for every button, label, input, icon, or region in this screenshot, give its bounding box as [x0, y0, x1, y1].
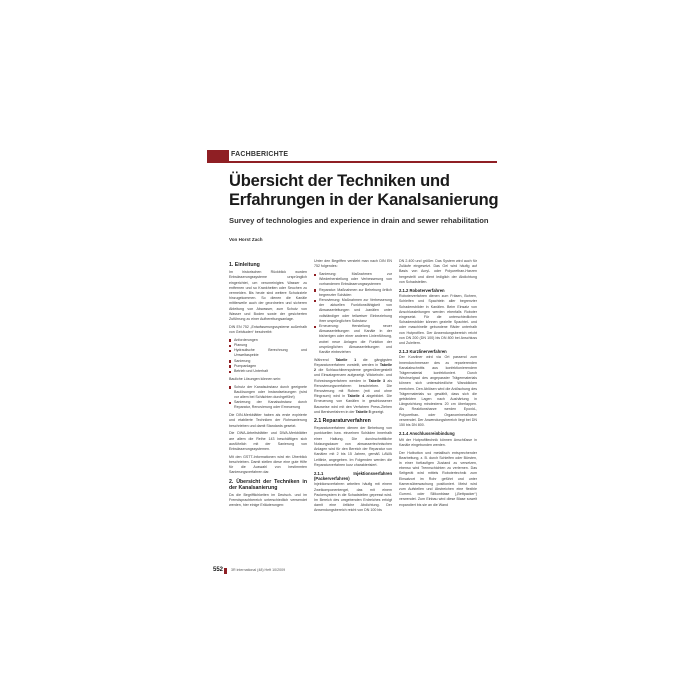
table-ref: Tabelle 4 — [347, 394, 365, 399]
list-item: Hydraulische Berechnung und Umweltaspekte — [229, 348, 307, 358]
heading-repair: 2.1 Reparaturverfahren — [314, 418, 371, 425]
list-item: Sanierung der Kanalsubstanz durch Reparatur, Renovierung oder Erneuerung — [229, 400, 307, 410]
paragraph: Unter den Begriffen versteht man nach DIN EN 752 folgendes: — [314, 259, 392, 269]
page-number: 552 — [213, 567, 224, 573]
bullet-list — [229, 385, 307, 411]
table-ref: Tabelle 3 — [368, 378, 386, 383]
paragraph: DIN EN 752 „Entwässerungssysteme außerhalb von Gebäuden“ beschreibt: — [229, 324, 307, 335]
definition-list — [314, 272, 392, 355]
heading-overview: 2. Übersicht der Techniken in der Kanalsanierung — [229, 478, 307, 491]
table-ref: Tabelle 2 — [314, 363, 392, 373]
list-item: Planung — [229, 343, 307, 348]
list-item: Erneuerung: Herstellung neuer Abwasserleitungen und Kanäle in der bisherigen oder einer anderen Linienführung, wobei neue Anlagen die Funktion der ursprünglichen Abwasserleitungen und Kanäle einbeziehen — [314, 324, 392, 355]
paragraph: Der Kurzliner wird via Ort passend zum Innendurchmesser des zu reparierenden Kanalabschnitts aus konfektionierendem Trägermaterial konfektioniert. Durch Wechselgrad des angepasster Trägermaterials können sich unterschiedliche Wanddicken erreichen. Den Ablösen wird die Anlöschung des Trägermaterials so gewählt, dass sich die getränkten Lagen nach Aushärtung in Längsrichtung mindestens 20 cm überlappen. Als Reaktionsharze werden Epoxid-, Polyurethan- oder Organomineralharze verwendet. Der Anwendungsbereich liegt bei DN 150 bis DN 800. — [399, 355, 477, 428]
paragraph: Reparaturverfahren dienen der Behebung von punktuellen bzw. einzelnen Schäden innerhalb einer Haltung. Die durchschnittliche Nutzungsdauer von abwassertechnischen Anlagen wird für den Bereich der Reparatur von Kanälen mit 2 bis 15 Jahren, gemäß LAWA Leitlinie, angegeben. Im Folgenden werden die Reparaturverfahren kurz charakterisiert. — [314, 426, 392, 467]
table-ref: Tabelle 1 — [335, 357, 357, 362]
heading-shortliner: 2.1.3 Kurzlinerverfahren — [399, 349, 447, 355]
column-2 — [314, 259, 392, 516]
body-columns — [229, 259, 481, 571]
list-item: Renovierung: Maßnahmen zur Verbesserung der aktuellen Funktionsfähigkeit von Abwasserleitungen und -kanälen unter vollständiger oder teilweiser Einbeziehung ihrer ursprünglichen Substanz — [314, 298, 392, 324]
page-footer — [213, 566, 493, 576]
paragraph: Mit den GSTT-Informationen wird ein Überblick beschrieben. Damit stellen diese eine gute Hilfe für die Auswahl von bestimmten Sanierungsverfahren dar. — [229, 454, 307, 475]
paragraph: Die DIN-Merkblätter haben als erste expirierte und etablierte Techniken der Rohrsanierung beschrieben und damit Standards gesetzt. — [229, 413, 307, 428]
table-ref: Tabelle 5 — [355, 409, 371, 414]
list-item: Reparatur: Maßnahmen zur Behebung örtlich begrenzter Schäden — [314, 288, 392, 298]
paragraph: Mit der Hutprofiltechnik können Anschlüsse in Kanäle eingebunden werden. — [399, 437, 477, 447]
heading-robot: 2.1.2 Roboterverfahren — [399, 288, 445, 294]
article-author: Von Horst Zach — [229, 237, 263, 242]
paragraph: Die DWA-Arbeitsblätter und DWA-Merkblätter are allem die Reihe 143 beschäftigen sich ausführlich mit der Sanierung von Entwässerungssystemen. — [229, 431, 307, 452]
list-item: Betrieb und Unterhalt — [229, 369, 307, 374]
list-item: Anforderungen — [229, 338, 307, 343]
heading-connection: 2.1.4 Anschlussreinbindung — [399, 431, 455, 437]
column-3 — [399, 259, 477, 510]
list-item: Sanierung — [229, 359, 307, 364]
paragraph: Injektionsverfahren arbeiten häufig mit einem Zweikomponentengel, das mit einem Packersystem in die Schadstellen gepresst wird. Im Bereich des umgebenden Erdreiches erfolgt damit eine örtliche Abdichtung. Der Anwendungsbereich reicht von DN 100 bis — [314, 482, 392, 513]
journal-line: 3R international (48) Heft 10/2009 — [231, 568, 286, 572]
paragraph: Im historischen Rückblick wurden Entwässerungssysteme ursprünglich eingerichtet, um verunreinigtes Wasser zu entfernen und so Krankheiten oder Seuchen zu vermeiden. Bis heute sind weitere Schutzziele hinzugekommen. So dienen die Kanäle mittlerweile auch der geordneten und sicheren Ableitung von Abwasser, zum Schutz von Wasser und Boden sowie der gesicherten Zuführung zu einer Aufbereitungsanlage. — [229, 270, 307, 322]
paragraph-tables: Während Tabelle 1 die gängigsten Reparaturverfahren vorstellt, werden in Tabelle 2 die Schlauchlinersysteme gegenübergestellt und Einsatzgrenzen aufgezeigt. Wickelrohr- und Rohrstrangverfahren werden in Tabelle 3 als Renovierungsverfahren beschrieben. Die Renovierung mit Rohren (mit und ohne Ringraum) wird in Tabelle 4 abgebildet. Die Erneuerung von Kanälen in geschlossener Bauweise wird mit den Verfahren Press-Ziehen und Berstverfahren in der Tabelle 5 gezeigt. — [314, 357, 393, 414]
paragraph: DN 2.400 und größer. Das System wird auch für Zuläufe eingesetzt. Das Gel wird häufig auf Basis von Acryl- oder Polyurethan-Harzen hergestellt und dient lediglich der Abdichtung von Schadstellen. — [399, 259, 477, 284]
paragraph: Da die Begrifflichkeiten im Deutsch- und im Fremdsprachbereich unterschiedlich verwendet werden, hier einige Erläuterungen: — [229, 493, 307, 508]
heading-injection: 2.1.1 Injektionsverfahren (Packerverfahren) — [314, 470, 392, 482]
paragraph: Bauliche Lösungen können sein: — [229, 376, 281, 381]
header-rule — [207, 161, 497, 163]
paragraph: Roboterverfahren dienen zum Fräsen, Bohren, Schleifen und Spachteln aller begrenzter Schadensbilder in Kanälen. Beim Einsatz von Anschlussleitungen werden ebenfalls Roboter eingesetzt. Für die unterschiedlichen Schadensbilder können gezielte Spachtel- und oder maschinelle gebundene Räder unterhalb von Hutprofilen. Der Anwendungsbereich reicht von DN 200 (DN 100) bis DN 800 bei Anschluss und Zuleitern. — [399, 294, 477, 346]
section-tag: FACHBERICHTE — [231, 151, 289, 158]
bullet-list — [229, 338, 307, 374]
article-subtitle: Survey of technologies and experience in drain and sewer rehabilitation — [229, 216, 489, 225]
list-item: Schutz der Kanalsubstanz durch geeignete Baulösungen oder Instandsetzungen (wird vor allem bei Schächten durchgeführt) — [229, 385, 307, 401]
heading-introduction: 1. Einleitung — [229, 262, 260, 268]
list-item: Pumpanlagen — [229, 364, 307, 369]
paragraph: Der Hutbutton und metallisch entsprechender Bearbeitung, z. B. durch Schleifen oder Bürsten, in einer fortlaufigen Zustand zu versetzen, ebenso wird Trennschichten zu verlernen. Das Seitgerät wird mittels Robotertechnik zum Einsatzort im Rohr geführt und unter Kameraüberwachung positioniert. Meist wird zum Aufstellen und Abstreichen eine flexible Gummi- oder Silikonblase („Bettpacker“) verwendet. Zum Einbau wird diese Blase soweit expandiert bis sie an die Wand — [399, 450, 477, 507]
footer-marker — [224, 568, 227, 574]
list-item: Sanierung: Maßnahmen zur Wiederherstellung oder Verbesserung von vorhandenen Entwässerungssystemen — [314, 272, 392, 288]
column-1 — [229, 259, 307, 511]
article-title: Übersicht der Techniken und Erfahrungen in der Kanalsanierung — [229, 172, 499, 209]
